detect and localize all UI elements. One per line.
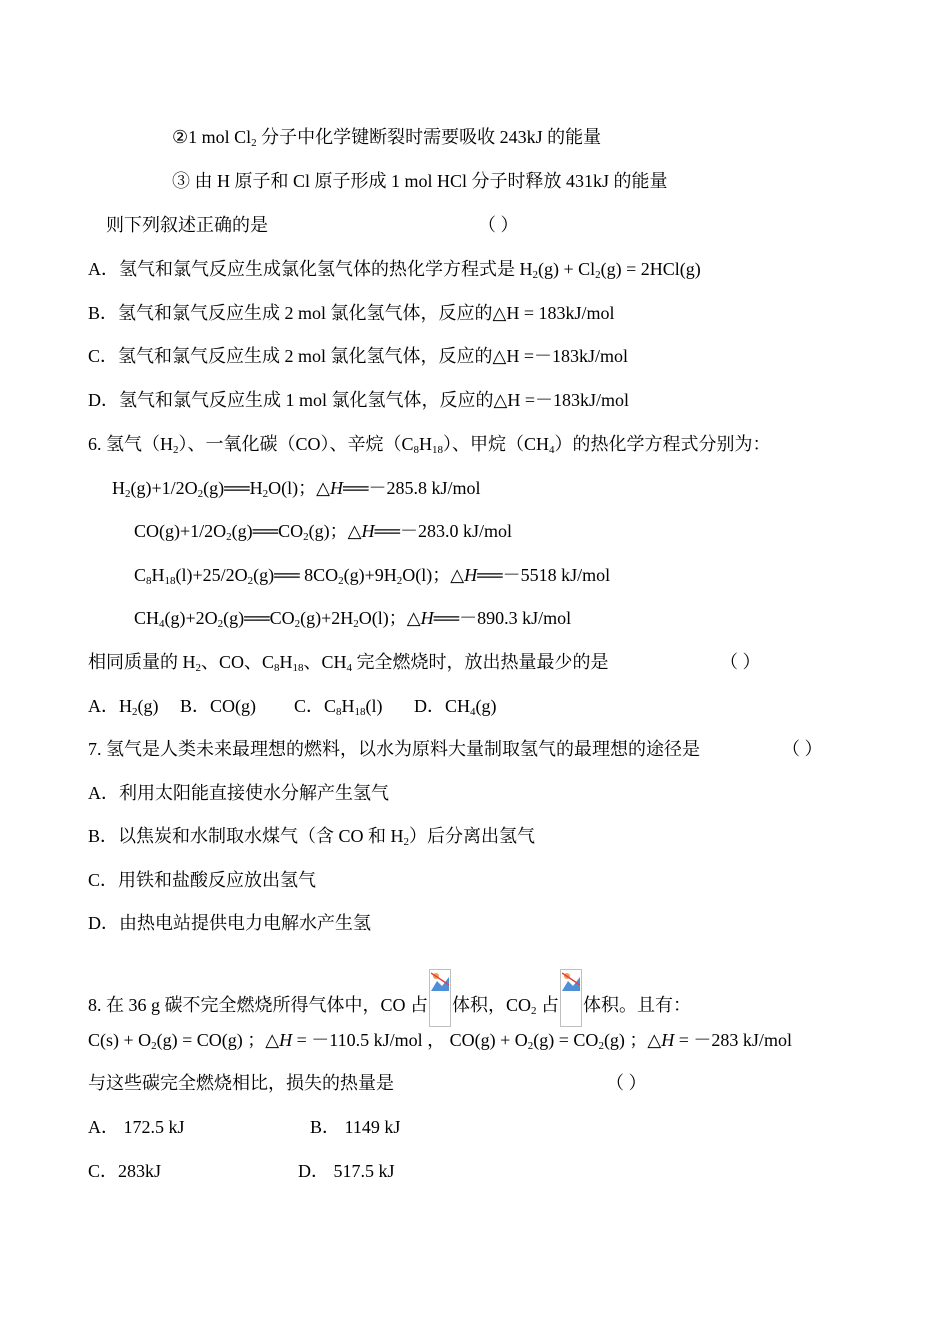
text: 与这些碳完全燃烧相比，损失的热量是 [88,1073,394,1093]
subscript: 2 [598,1040,604,1052]
text: O(l)；△ [402,565,465,585]
text: (g)══CO [223,608,295,628]
subscript: 2 [125,488,131,500]
subscript: 2 [595,269,601,281]
subscript: 2 [396,575,403,587]
text: B．以焦炭和水制取水煤气（含 CO 和 H [88,826,404,846]
subscript: 2 [247,575,254,587]
text: (g)+2H [300,608,354,628]
subscript: 2 [353,618,359,630]
text: ）、甲烷（CH [443,434,550,454]
subscript: 2 [217,618,224,630]
text: 体积，CO [452,995,532,1015]
text: C．C [294,696,337,716]
text: 则下列叙述正确的是 [106,215,268,235]
text: 8. 在 36 g 碳不完全燃烧所得气体中，CO 占 [88,995,429,1015]
subscript: 2 [226,531,232,543]
option-d: D．由热电站提供电力电解水产生氢 [88,913,371,933]
subscript: 2 [294,618,301,630]
text: 体积。且有： [583,995,692,1015]
text: 相同质量的 H [88,652,196,672]
text: ）后分离出氢气 [409,826,536,846]
text: (g) = CO [533,1030,599,1050]
text: D．CH [414,696,471,716]
question-6-stem [88,651,788,673]
text: H [419,434,433,454]
text: H [329,478,343,498]
option-b: B． 1149 kJ [310,1117,401,1137]
subscript: 2 [532,269,538,281]
subscript: 2 [527,1040,534,1052]
text: ）、一氧化碳（CO）、辛烷（C [178,434,414,454]
answer-blank: （ ） [720,652,761,672]
text: ）的热化学方程式分别为： [554,434,771,454]
answer-blank: （ ） [478,215,519,235]
question-stem [106,214,519,236]
text: (g) + Cl [538,259,596,279]
option-d [414,695,497,717]
text: 、CH [303,652,347,672]
subscript: 2 [173,444,179,456]
subscript: 8 [413,444,420,456]
text: (g)+9H [343,565,397,585]
text: O(l)；△ [268,478,330,498]
subscript: 2 [132,706,138,718]
text: 完全燃烧时，放出热量最少的是 [352,652,609,672]
text: 、CO、C [201,652,275,672]
text: A．H [88,696,132,716]
answer-blank: （ ） [606,1073,647,1093]
option-d: D．氢气和氯气反应生成 1 mol 氯化氢气体，反应的△H =－183kJ/mol [88,390,629,410]
text: (g) [137,696,159,716]
text: H [279,652,293,672]
subscript: 8 [146,575,152,587]
text: 分子中化学键断裂时需要吸收 243kJ 的能量 [256,127,602,147]
text: 6. 氢气（H [88,434,173,454]
text: O(l)；△ [358,608,421,628]
text: CH [134,608,160,628]
text: (g)══CO [231,521,304,541]
subscript: 2 [251,137,257,149]
text: (g)══H [203,478,263,498]
option-a [88,695,159,717]
text: (g) ；△ [603,1030,662,1050]
text: (g) = 2HCl(g) [600,259,701,279]
text: = －283 kJ/mol [674,1030,792,1050]
option-d: D． 517.5 kJ [298,1161,395,1181]
question-6 [88,433,771,455]
text: H [661,1030,675,1050]
text: ══－285.8 kJ/mol [342,478,481,498]
subscript: 2 [303,531,309,543]
subscript: 4 [159,618,165,630]
question-8-equations [88,1029,792,1051]
subscript: 18 [292,662,304,674]
option-a: A． 172.5 kJ [88,1117,185,1137]
text: ══－5518 kJ/mol [477,565,611,585]
text: CO(g)+1/2O [134,521,227,541]
text: 7. 氢气是人类未来最理想的燃料，以水为原料大量制取氢气的最理想的途径是 [88,739,700,759]
subscript: 8 [274,662,280,674]
text: (g)+2O [164,608,218,628]
equation-3 [134,564,610,586]
text: H [361,521,375,541]
answer-blank: （ ） [782,739,823,759]
text: C(s) + O [88,1030,152,1050]
equation-2 [134,520,512,542]
text: H [112,478,125,498]
subscript: 2 [262,488,269,500]
question-7 [88,738,848,760]
subscript: 8 [336,706,342,718]
text: ②1 mol Cl [172,127,252,147]
subscript: 4 [346,662,353,674]
option-c: C．氢气和氯气反应生成 2 mol 氯化氢气体，反应的△H =－183kJ/mol [88,346,629,366]
option-c: C．283kJ [88,1161,162,1181]
option-c [294,695,383,717]
text: = －110.5 kJ/mol ， CO(g) + O [292,1030,528,1050]
text: (g) [475,696,497,716]
text: H [279,1030,293,1050]
option-a [88,258,701,280]
text: A．氢气和氯气反应生成氯化氢气体的热化学方程式是 H [88,259,533,279]
subscript: 2 [403,836,410,848]
subscript: 2 [338,575,344,587]
text: C [134,565,147,585]
subscript: 18 [432,444,444,456]
option-b: B．CO(g) [180,696,256,716]
subscript: 2 [197,488,204,500]
text: (g) = CO(g) ；△ [156,1030,280,1050]
subscript: 2 [531,1005,537,1017]
subscript: 18 [354,706,366,718]
text: H [420,608,434,628]
broken-image-icon [429,969,451,1027]
text: H [464,565,478,585]
text: (l) [365,696,383,716]
text: H [151,565,165,585]
option-a: A．利用太阳能直接使水分解产生氢气 [88,783,389,803]
text: (g)+1/2O [130,478,198,498]
option-b: B．氢气和氯气反应生成 2 mol 氯化氢气体，反应的△H = 183kJ/mol [88,303,615,323]
option-b [88,825,535,847]
text: ══－283.0 kJ/mol [374,521,513,541]
text: (l)+25/2O [175,565,248,585]
subscript: 4 [549,444,555,456]
text: 占 [536,995,560,1015]
text: (g)══ 8CO [253,565,339,585]
subscript: 2 [151,1040,157,1052]
option-c: C．用铁和盐酸反应放出氢气 [88,870,317,890]
text: ══－890.3 kJ/mol [433,608,572,628]
subscript: 4 [470,706,476,718]
text: H [341,696,355,716]
equation-4 [134,607,571,629]
question-8-stem [88,1072,688,1094]
statement-2 [172,126,601,148]
question-8 [88,969,691,1027]
subscript: 2 [195,662,201,674]
broken-image-icon [560,969,582,1027]
statement-3: ③ 由 H 原子和 Cl 原子形成 1 mol HCl 分子时释放 431kJ 的能量 [172,171,668,191]
equation-1 [112,477,481,499]
text: (g)；△ [308,521,362,541]
subscript: 18 [164,575,176,587]
